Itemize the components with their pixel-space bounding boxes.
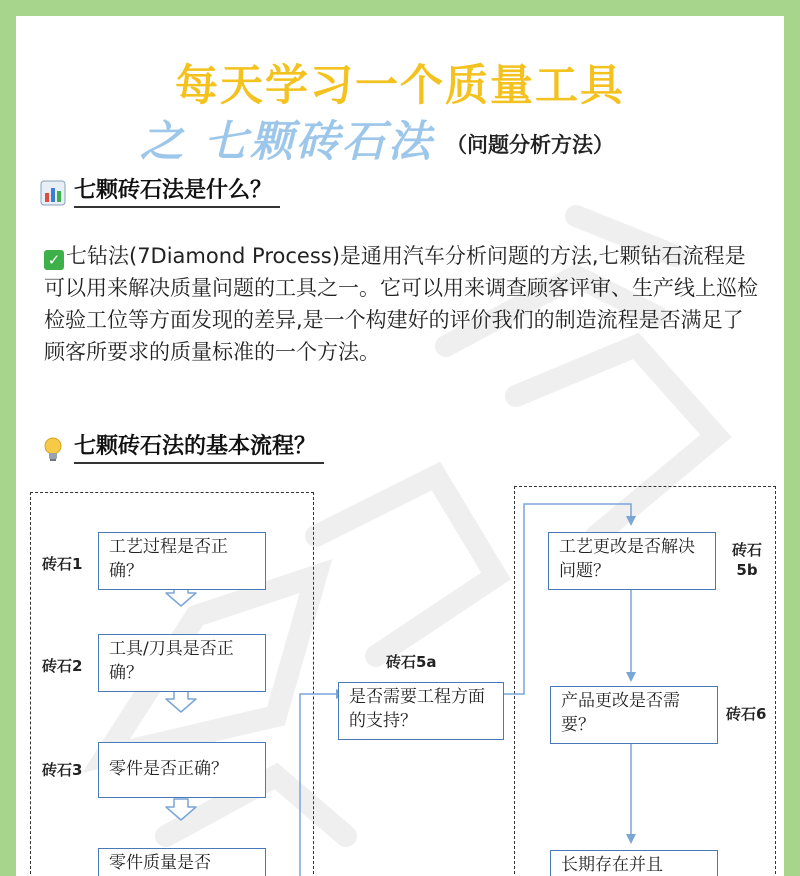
title-line-2: 之 七颗砖石法	[140, 117, 434, 167]
step-box-1: 工艺过程是否正确？	[98, 532, 266, 590]
flow-diagram	[16, 486, 784, 876]
step-label-5a: 砖石5a	[386, 653, 437, 671]
step-box-5a: 是否需要工程方面的支持？	[338, 682, 504, 740]
down-arrow-3	[166, 799, 196, 820]
step-label-5b-text: 砖石 5b	[731, 541, 762, 579]
step-label-1: 砖石1	[42, 555, 83, 573]
step-label-3: 砖石3	[42, 761, 83, 779]
step-box-5b: 工艺更改是否解决问题？	[548, 532, 716, 590]
step-label-6: 砖石6	[726, 705, 767, 723]
title-line-2-subtitle: （问题分析方法）	[446, 133, 614, 157]
down-arrow-2	[166, 691, 196, 712]
check-mark-icon: ✓	[44, 250, 64, 270]
section-heading: 七颗砖石法是什么？	[74, 176, 280, 208]
step-label-5b	[722, 540, 772, 580]
step-box-6: 产品更改是否需要？	[550, 686, 718, 744]
step-box-4: 零件质量是否	[98, 848, 266, 876]
step-box-2: 工具/刀具是否正确？	[98, 634, 266, 692]
intro-text: 七钻法(7Diamond Process)是通用汽车分析问题的方法,七颗钻石流程是可以用来解决质量问题的工具之一。它可以用来调查顾客评审、生产线上巡检检验工位等方面发现的差异,是一个构建好的评价我们的制造流程是否满足了顾客所要求的质量标准的一个方法。	[44, 244, 758, 364]
connector-to-5a	[300, 694, 336, 876]
title-line-1: 每天学习一个质量工具	[175, 61, 625, 111]
section-heading: 七颗砖石法的基本流程？	[74, 432, 324, 464]
intro-paragraph	[44, 240, 764, 368]
step-label-2: 砖石2	[42, 657, 83, 675]
step-box-3: 零件是否正确？	[98, 742, 266, 798]
step-box-7: 长期存在并且	[550, 850, 718, 876]
light-bulb-icon	[40, 436, 66, 462]
bar-chart-icon	[40, 180, 66, 206]
content-card	[16, 16, 784, 876]
